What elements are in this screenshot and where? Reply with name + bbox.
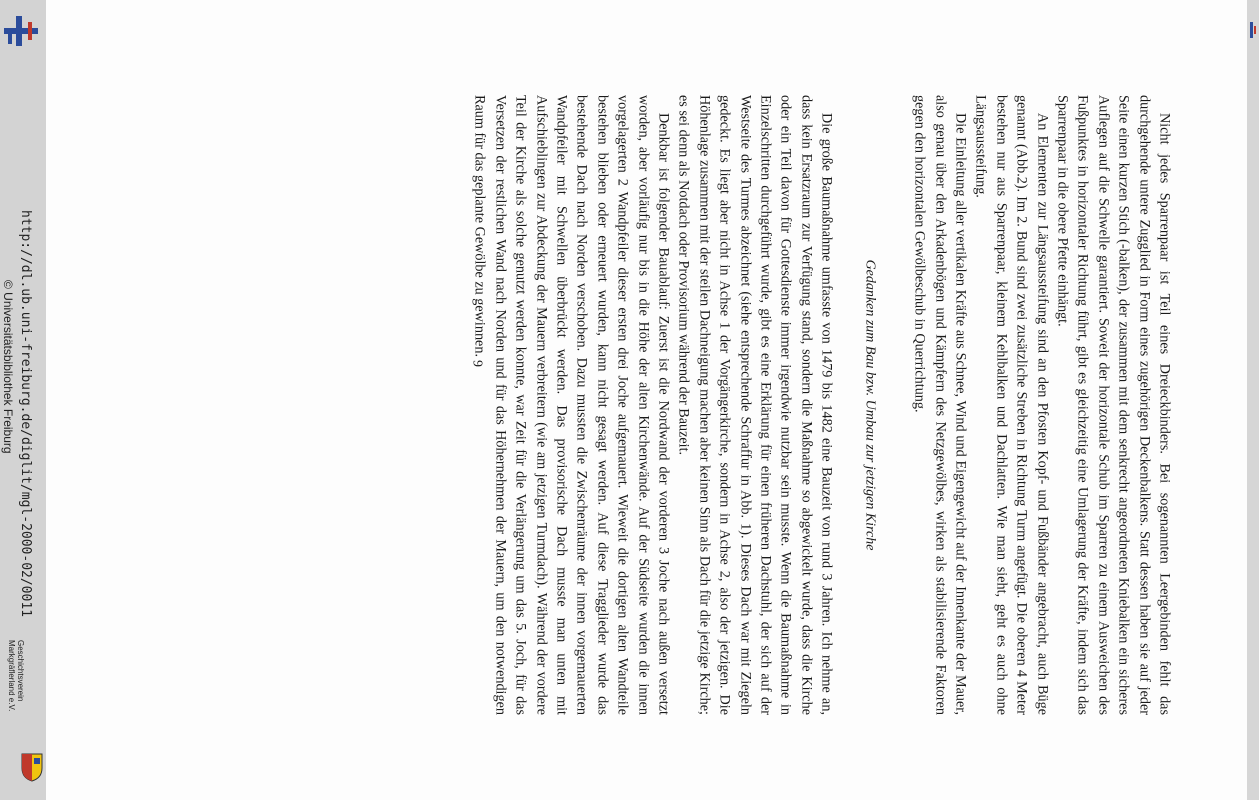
- paragraph: An Elementen zur Längsaussteifung sind an den Pfosten Kopf- und Fußbänder angebracht, auch Büge genannt (Abb.2). Im 2. Bund sind zwei zusätzliche Streben in Richtung Turm angefügt. Die oberen 4 Meter bestehen nur aus Sparrenpaar, kleinem Kehlbalken und Dachlatten. Wie man sieht, geht es auch ohne Längsaussteifung.: [972, 95, 1051, 715]
- association-crest-icon: [20, 752, 44, 782]
- right-margin-strip: [1247, 0, 1259, 800]
- page-scan: [46, 0, 1247, 800]
- footer-association: [7, 640, 25, 711]
- association-line1: Geschichtsverein: [16, 640, 25, 702]
- page-number: 9: [469, 360, 485, 367]
- paragraph: Die große Baumaßnahme umfasste von 1479 bis 1482 eine Bauzeit von rund 3 Jahren. Ich nehme an, dass kein Ersatzraum zur Verfügung stand, sondern die Maßnahme so abgewickelt wurde, dass die Kirche oder ein Teil davon für Gottesdienste immer irgendwie nutzbar sein musste. Wenn die Baumaßnahme in Einzelschritten durchgeführt wurde, gibt es eine Erklärung für einen früheren Dachstuhl, der sich auf der Westseite des Turmes abzeichnet (siehe entsprechende Schraffur in Abb. 1). Dieses Dach war mit Ziegeln gedeckt. Es liegt aber nicht in Achse 1 der Vorgängerkirche, sondern in Achse 2, also der jetzigen. Die Höhenlage zusammen mit der steilen Dachneigung machen aber keinen Sinn als Dach für die jetzige Kirche; es sei denn als Notdach oder Provisorium während der Bauzeit.: [675, 95, 835, 715]
- paragraph: Nicht jedes Sparrenpaar ist Teil eines Dreieckbinders. Bei sogenannten Leergebinden fehlt das durchgehende untere Zugglied in Form eines zugehörigen Deckenbalkens. Statt dessen haben sie auf jeder Seite einen kurzen Stich (-balken), der zusammen mit dem senkrecht angeordneten Kniebalken ein sicheres Auflegen auf die Schwelle garantiert. Soweit der horizontale Schub im Sparren zu einem Ausweichen des Fußpunktes in horizontaler Richtung führt, gibt es gleichzeitig eine Umlagerung der Kräfte, indem sich das Sparrenpaar in die obere Pfette einhängt.: [1054, 95, 1173, 715]
- paragraph: Die Einleitung aller vertikalen Kräfte aus Schnee, Wind und Eigengewicht auf der Innenkante der Mauer, also genau über den Arkadenbögen und Kämpfern des Netzgewölbes, wirken als stabilisierende Faktoren gegen den horizontalen Gewölbeschub in Querrichtung.: [911, 95, 969, 715]
- footer-strip: [0, 0, 46, 800]
- page-text: [470, 95, 1175, 715]
- ub-freiburg-logo-icon: [4, 14, 38, 48]
- section-heading: Gedanken zum Bau bzw. Umbau zur jetzigen Kirche: [862, 259, 878, 551]
- footer-copyright: © Universitätsbibliothek Freiburg: [1, 280, 15, 454]
- footer-url[interactable]: http://dl.ub.uni-freiburg.de/diglit/mgl-2000-02/0011: [18, 210, 33, 617]
- paragraph: Denkbar ist folgender Bauablauf: Zuerst ist die Nordwand der vorderen 3 Joche nach außen versetzt worden, aber vorläufig nur bis in die Höhe der alten Kirchenwände. Auf der Südseite wurden die innen vorgelagerten 2 Wandpfeiler dieser ersten drei Joche aufgemauert. Wieweit die dortigen alten Wandteile bestehen blieben oder erneuert wurden, kann nicht gesagt werden. Auf diese Tragglieder wurde das bestehende Dach nach Norden verschoben. Dazu mussten die Zwischenräume der innen vorgemauerten Wandpfeiler mit Schwellen überbrückt werden. Das provisorische Dach musste man unten mit Aufschieblingen zur Abdeckung der Mauern verbreitern (wie am jetzigen Turmdach). Während der vordere Teil der Kirche als solche genutzt werden konnte, war Zeit für die Verlängerung um das 5. Joch, für das Versetzen der restlichen Wand nach Norden und für das Höhernehmen der Mauern, um den notwendigen Raum für das geplante Gewölbe zu gewinnen.: [471, 95, 672, 715]
- association-line2: Markgräflerland e.V.: [7, 640, 16, 712]
- edge-logo-icon: [1249, 22, 1257, 38]
- rotated-page: [94, 0, 1259, 800]
